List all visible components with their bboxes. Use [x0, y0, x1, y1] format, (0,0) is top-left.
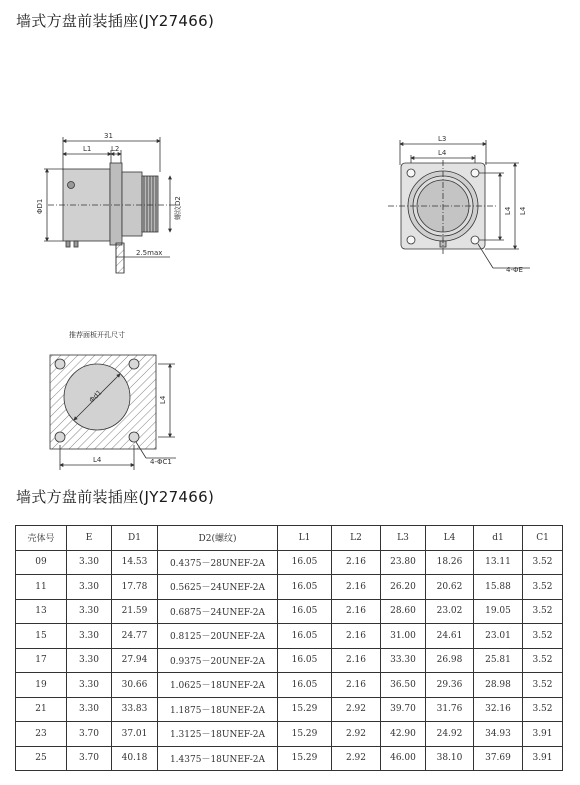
dim-4-phi-c1: 4-ΦC1	[150, 458, 172, 466]
table-cell: 19.05	[474, 599, 523, 624]
table-cell: 13	[16, 599, 67, 624]
table-cell: 19	[16, 673, 67, 698]
dim-l4-cutout-right: L4	[159, 395, 167, 404]
table-cell: 32.16	[474, 697, 523, 722]
table-row	[16, 722, 563, 747]
table-cell: 42.90	[381, 722, 426, 747]
table-cell: 24.92	[426, 722, 474, 747]
front-view	[388, 140, 530, 268]
table-row	[16, 550, 563, 575]
table-cell: 36.50	[381, 673, 426, 698]
table-cell: 09	[16, 550, 67, 575]
table-cell: 2.16	[332, 648, 381, 673]
header-shell: 壳体号	[16, 526, 67, 551]
table-cell: 0.4375－28UNEF-2A	[158, 550, 278, 575]
table-cell: 17	[16, 648, 67, 673]
table-cell: 0.8125－20UNEF-2A	[158, 624, 278, 649]
table-cell: 2.16	[332, 673, 381, 698]
table-cell: 3.52	[523, 648, 563, 673]
header-l3: L3	[381, 526, 426, 551]
table-cell: 16.05	[278, 673, 332, 698]
table-cell: 14.53	[112, 550, 158, 575]
table-cell: 28.98	[474, 673, 523, 698]
table-cell: 2.92	[332, 697, 381, 722]
table-cell: 3.52	[523, 575, 563, 600]
table-cell: 28.60	[381, 599, 426, 624]
header-d2: D2(螺纹)	[158, 526, 278, 551]
table-cell: 2.92	[332, 722, 381, 747]
table-cell: 23.01	[474, 624, 523, 649]
table-cell: 3.52	[523, 599, 563, 624]
dim-thread-d2: 螺纹D2	[174, 196, 182, 220]
table-cell: 0.9375－20UNEF-2A	[158, 648, 278, 673]
table-cell: 26.20	[381, 575, 426, 600]
table-cell: 46.00	[381, 746, 426, 771]
panel-cutout-view	[50, 355, 176, 470]
table-cell: 15	[16, 624, 67, 649]
table-cell: 40.18	[112, 746, 158, 771]
table-cell: 23.80	[381, 550, 426, 575]
table-cell: 25.81	[474, 648, 523, 673]
table-cell: 15.29	[278, 746, 332, 771]
dim-l2: L2	[111, 145, 120, 153]
table-cell: 3.30	[67, 648, 112, 673]
table-row	[16, 575, 563, 600]
spec-table	[15, 525, 563, 771]
table-cell: 3.30	[67, 575, 112, 600]
table-cell: 3.30	[67, 697, 112, 722]
table-cell: 2.16	[332, 575, 381, 600]
table-cell: 15.88	[474, 575, 523, 600]
header-l2: L2	[332, 526, 381, 551]
header-e: E	[67, 526, 112, 551]
table-cell: 3.30	[67, 550, 112, 575]
table-cell: 18.26	[426, 550, 474, 575]
table-cell: 16.05	[278, 648, 332, 673]
dim-phi-d1: Φd1	[87, 388, 104, 405]
table-cell: 39.70	[381, 697, 426, 722]
dim-4-phi-e: 4-ΦE	[506, 266, 523, 274]
table-cell: 16.05	[278, 624, 332, 649]
table-cell: 1.1875－18UNEF-2A	[158, 697, 278, 722]
table-cell: 24.77	[112, 624, 158, 649]
header-d1: D1	[112, 526, 158, 551]
table-cell: 16.05	[278, 599, 332, 624]
table-header-row	[16, 526, 563, 551]
table-cell: 3.30	[67, 673, 112, 698]
dim-l4-top: L4	[438, 149, 447, 157]
table-row	[16, 673, 563, 698]
table-cell: 15.29	[278, 697, 332, 722]
table-cell: 1.4375－18UNEF-2A	[158, 746, 278, 771]
table-cell: 30.66	[112, 673, 158, 698]
table-row	[16, 648, 563, 673]
table-cell: 16.05	[278, 575, 332, 600]
dim-l1: L1	[83, 145, 92, 153]
table-cell: 0.6875－24UNEF-2A	[158, 599, 278, 624]
table-title: 墙式方盘前装插座(JY27466)	[16, 488, 215, 506]
table-cell: 3.52	[523, 550, 563, 575]
table-cell: 31.76	[426, 697, 474, 722]
header-d1-lower: d1	[474, 526, 523, 551]
table-cell: 3.52	[523, 697, 563, 722]
table-cell: 2.16	[332, 624, 381, 649]
table-cell: 3.30	[67, 624, 112, 649]
table-cell: 38.10	[426, 746, 474, 771]
table-row	[16, 599, 563, 624]
table-cell: 33.83	[112, 697, 158, 722]
table-cell: 16.05	[278, 550, 332, 575]
table-cell: 25	[16, 746, 67, 771]
table-cell: 3.52	[523, 624, 563, 649]
table-cell: 29.36	[426, 673, 474, 698]
table-cell: 15.29	[278, 722, 332, 747]
table-cell: 3.70	[67, 722, 112, 747]
table-cell: 26.98	[426, 648, 474, 673]
table-cell: 2.16	[332, 599, 381, 624]
dim-l3: L3	[438, 135, 447, 143]
table-row	[16, 624, 563, 649]
page-title: 墙式方盘前装插座(JY27466)	[16, 12, 215, 30]
table-cell: 23.02	[426, 599, 474, 624]
table-cell: 3.91	[523, 722, 563, 747]
table-cell: 24.61	[426, 624, 474, 649]
table-cell: 1.3125－18UNEF-2A	[158, 722, 278, 747]
table-cell: 21	[16, 697, 67, 722]
table-cell: 37.69	[474, 746, 523, 771]
panel-cutout-note: 推荐面板开孔尺寸	[69, 331, 125, 339]
table-cell: 31.00	[381, 624, 426, 649]
table-cell: 34.93	[474, 722, 523, 747]
table-cell: 21.59	[112, 599, 158, 624]
dim-l4-cutout-bottom: L4	[93, 456, 102, 464]
table-cell: 3.91	[523, 746, 563, 771]
table-cell: 3.30	[67, 599, 112, 624]
table-cell: 2.92	[332, 746, 381, 771]
table-cell: 23	[16, 722, 67, 747]
header-l4: L4	[426, 526, 474, 551]
header-c1: C1	[523, 526, 563, 551]
table-cell: 37.01	[112, 722, 158, 747]
table-cell: 2.16	[332, 550, 381, 575]
table-cell: 33.30	[381, 648, 426, 673]
table-cell: 20.62	[426, 575, 474, 600]
table-row	[16, 697, 563, 722]
dim-d1: ΦD1	[36, 198, 44, 214]
table-cell: 0.5625－24UNEF-2A	[158, 575, 278, 600]
dim-l4-right-outer: L4	[519, 206, 527, 215]
table-cell: 13.11	[474, 550, 523, 575]
table-row	[16, 746, 563, 771]
table-cell: 27.94	[112, 648, 158, 673]
table-cell: 3.52	[523, 673, 563, 698]
dim-2-5max: 2.5max	[136, 249, 163, 257]
header-l1: L1	[278, 526, 332, 551]
table-cell: 3.70	[67, 746, 112, 771]
dim-l4-right-inner: L4	[504, 206, 512, 215]
table-cell: 1.0625－18UNEF-2A	[158, 673, 278, 698]
dim-31: 31	[104, 132, 113, 140]
table-cell: 11	[16, 575, 67, 600]
table-cell: 17.78	[112, 575, 158, 600]
